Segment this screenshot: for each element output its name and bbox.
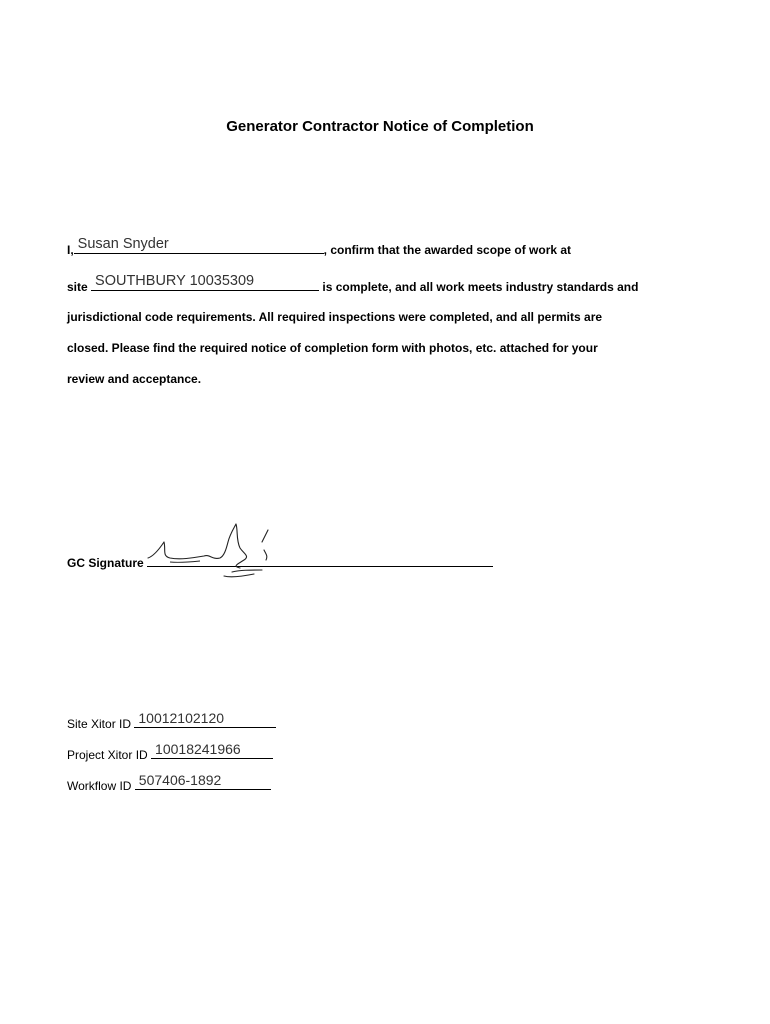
body-line-4: closed. Please find the required notice of completion form with photos, etc. attached for your: [67, 341, 598, 355]
confirm-suffix: , confirm that the awarded scope of work at: [323, 243, 572, 257]
site-field[interactable]: [91, 273, 319, 291]
signature-line: [67, 553, 493, 571]
site-xitor-label: Site Xitor ID: [67, 717, 132, 731]
project-xitor-value: 10018241966: [155, 741, 241, 757]
name-value: Susan Snyder: [77, 236, 169, 252]
workflow-value: 507406-1892: [138, 772, 222, 788]
project-xitor-field[interactable]: [151, 741, 273, 759]
site-prefix: site: [67, 280, 88, 294]
confirm-line: [67, 236, 572, 258]
name-field[interactable]: [74, 236, 324, 254]
confirm-prefix: I,: [67, 243, 74, 257]
project-xitor-line: [67, 741, 273, 763]
site-xitor-value: 10012102120: [138, 710, 225, 726]
site-line: [67, 273, 639, 295]
project-xitor-label: Project Xitor ID: [67, 748, 148, 762]
body-line-5: review and acceptance.: [67, 372, 202, 386]
workflow-label: Workflow ID: [67, 779, 132, 793]
workflow-line: [67, 772, 271, 794]
site-xitor-line: [67, 710, 276, 732]
signature-label: GC Signature: [67, 556, 144, 570]
site-value: SOUTHBURY 10035309: [95, 273, 255, 289]
document-title: Generator Contractor Notice of Completion: [226, 118, 534, 135]
body-line-3: jurisdictional code requirements. All required inspections were completed, and all permits are: [67, 310, 603, 324]
signature-scribble: [140, 520, 280, 580]
site-suffix: is complete, and all work meets industry standards and: [322, 280, 639, 294]
site-xitor-field[interactable]: [134, 710, 276, 728]
workflow-field[interactable]: [135, 772, 271, 790]
